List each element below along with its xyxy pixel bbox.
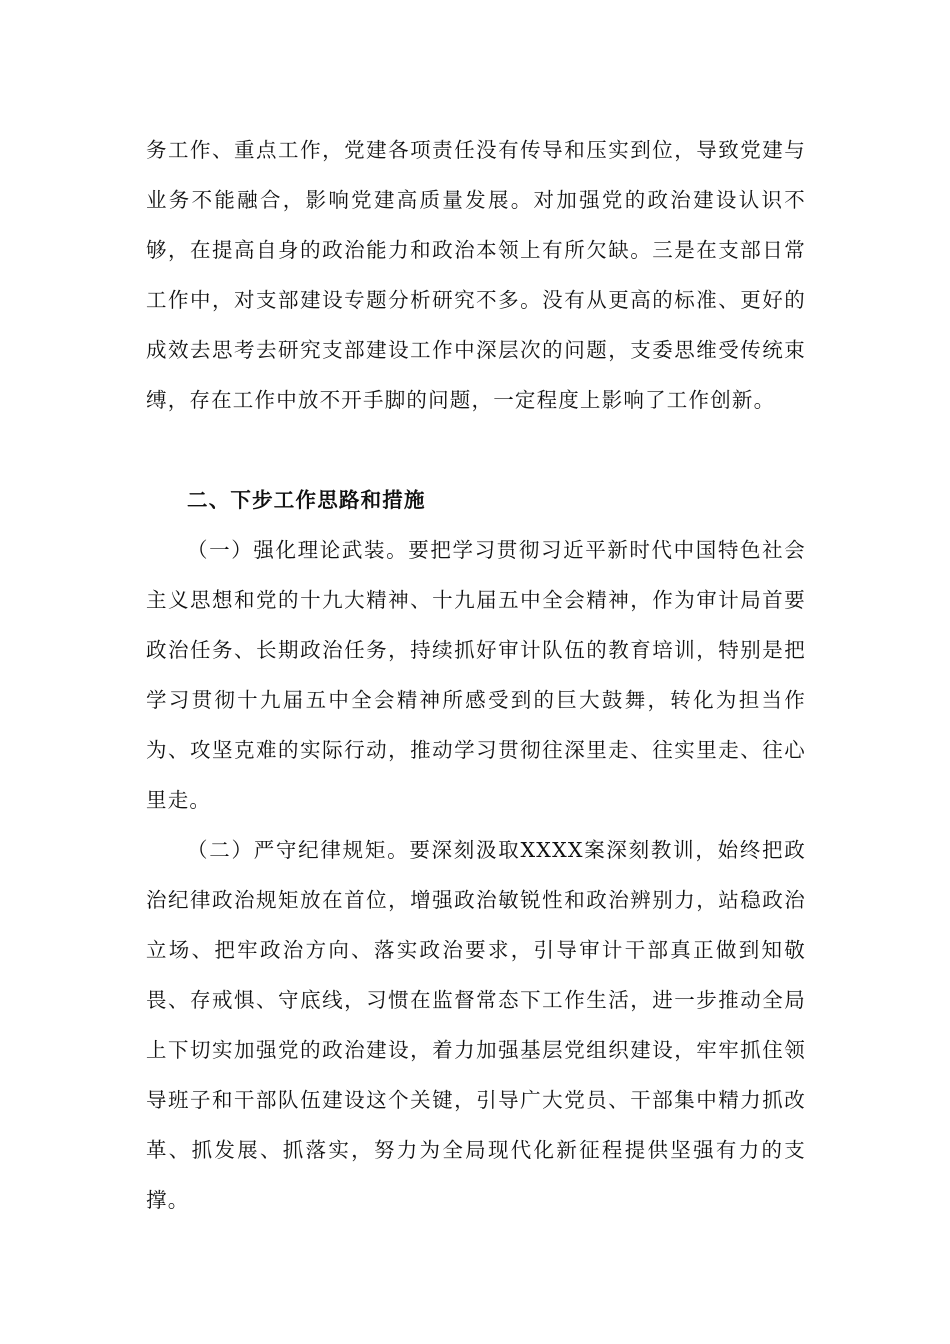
body-paragraph-discipline: （二）严守纪律规矩。要深刻汲取XXXX案深刻教训，始终把政治纪律政治规矩放在首位，增强政治敏锐性和政治辨别力，站稳政治立场、把牢政治方向、落实政治要求，引导审计干部真正做到知敬畏、存戒惧、守底线，习惯在监督常态下工作生活，进一步推动全局上下切实加强党的政治建设，着力加强基层党组织建设，牢牢抓住领导班子和干部队伍建设这个关键，引导广大党员、干部集中精力抓改革、抓发展、抓落实，努力为全局现代化新征程提供坚强有力的支撑。 (146, 838, 806, 1212)
body-paragraph-continued: 务工作、重点工作，党建各项责任没有传导和压实到位，导致党建与业务不能融合，影响党建高质量发展。对加强党的政治建设认识不够，在提高自身的政治能力和政治本领上有所欠缺。三是在支部日常工作中，对支部建设专题分析研究不多。没有从更高的标准、更好的成效去思考去研究支部建设工作中深层次的问题，支委思维受传统束缚，存在工作中放不开手脚的问题，一定程度上影响了工作创新。 (146, 138, 806, 412)
body-paragraph-theory: （一）强化理论武装。要把学习贯彻习近平新时代中国特色社会主义思想和党的十九大精神、十九届五中全会精神，作为审计局首要政治任务、长期政治任务，持续抓好审计队伍的教育培训，特别是把学习贯彻十九届五中全会精神所感受到的巨大鼓舞，转化为担当作为、攻坚克难的实际行动，推动学习贯彻往深里走、往实里走、往心里走。 (146, 538, 806, 812)
section-heading: 二、下步工作思路和措施 (187, 488, 426, 512)
